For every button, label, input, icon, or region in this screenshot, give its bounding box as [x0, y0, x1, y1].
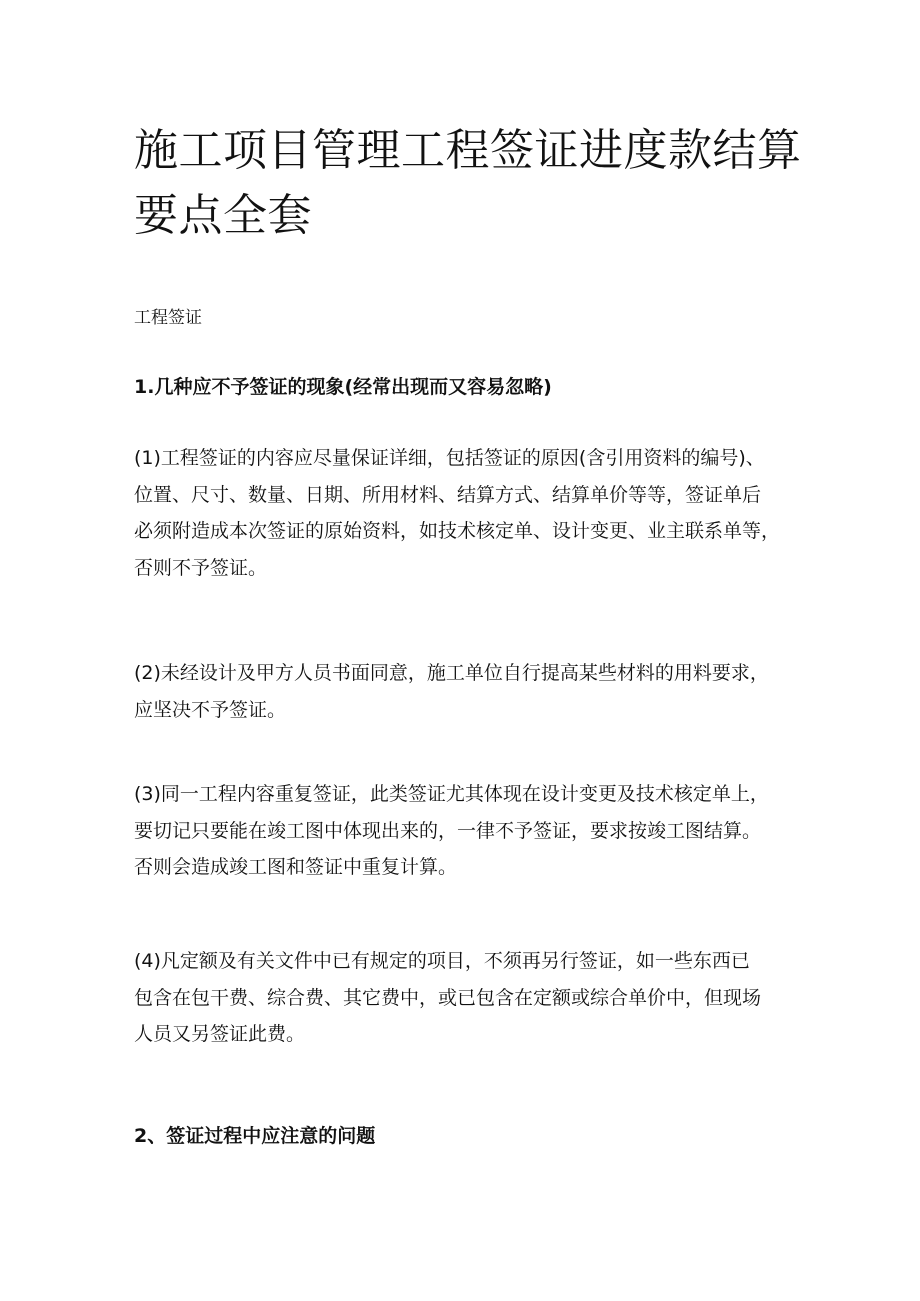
paragraph-line: (1)工程签证的内容应尽量保证详细，包括签证的原因(含引用资料的编号)、 [134, 447, 765, 469]
title-line: 施工项目管理工程签证进度款结算 [134, 125, 802, 176]
paragraph-2 [134, 655, 806, 728]
section-label: 工程签证 [134, 308, 202, 328]
paragraph-line: (2)未经设计及甲方人员书面同意，施工单位自行提高某些材料的用料要求， [134, 662, 769, 684]
paragraph-line: 否则不予签证。 [134, 556, 268, 579]
heading-2: 2、签证过程中应注意的问题 [134, 1125, 376, 1147]
paragraph-3 [134, 776, 806, 886]
paragraph-line: (4)凡定额及有关文件中已有规定的项目，不须再另行签证，如一些东西已 [134, 950, 750, 972]
title-line: 要点全套 [134, 190, 312, 241]
paragraph-line: 位置、尺寸、数量、日期、所用材料、结算方式、结算单价等等，签证单后 [134, 483, 762, 506]
paragraph-4 [134, 943, 806, 1053]
paragraph-1 [134, 440, 806, 586]
heading-1: 1.几种应不予签证的现象(经常出现而又容易忽略) [134, 376, 552, 398]
paragraph-line: (3)同一工程内容重复签证，此类签证尤其体现在设计变更及技术核定单上， [134, 783, 769, 805]
document-title [134, 118, 802, 248]
paragraph-line: 否则会造成竣工图和签证中重复计算。 [134, 856, 458, 878]
paragraph-line: 要切记只要能在竣工图中体现出来的，一律不予签证，要求按竣工图结算。 [134, 819, 762, 842]
paragraph-line: 必须附造成本次签证的原始资料，如技术核定单、设计变更、业主联系单等， [134, 520, 781, 542]
paragraph-line: 包含在包干费、综合费、其它费中，或已包含在定额或综合单价中，但现场 [134, 986, 762, 1009]
paragraph-line: 人员又另签证此费。 [134, 1023, 306, 1045]
paragraph-line: 应坚决不予签证。 [134, 698, 287, 721]
